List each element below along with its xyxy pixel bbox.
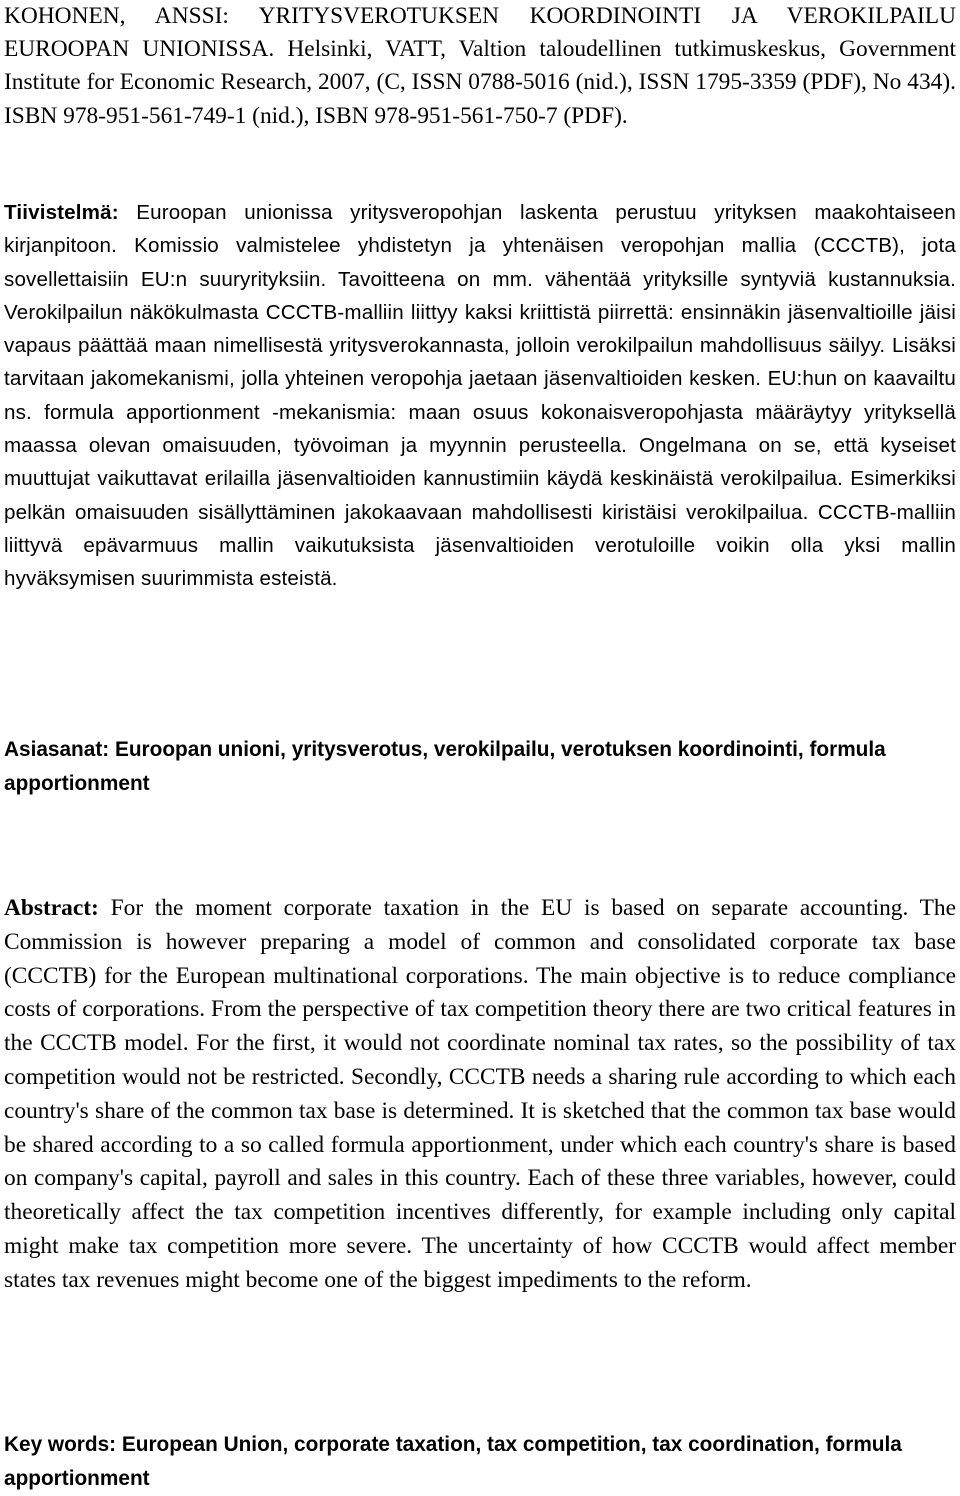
- finnish-abstract-label: Tiivistelmä:: [4, 201, 119, 224]
- english-abstract: [4, 892, 956, 1298]
- english-keywords: [4, 1428, 956, 1496]
- citation-text: KOHONEN, ANSSI: YRITYSVEROTUKSEN KOORDINOINTI JA VEROKILPAILU EUROOPAN UNIONISSA. Helsinki, VATT, Valtion taloudellinen tutkimuskeskus, Government Institute for Economic Research, 2007, (C, ISSN 0788-5016 (nid.), ISSN 1795-3359 (PDF), No 434). ISBN 978-951-561-749-1 (nid.), ISBN 978-951-561-750-7 (PDF).: [4, 3, 956, 129]
- english-keywords-text: European Union, corporate taxation, tax competition, tax coordination, formula apportionment: [4, 1433, 902, 1490]
- english-abstract-text: For the moment corporate taxation in the EU is based on separate accounting. The Commission is however preparing a model of common and consolidated corporate tax base (CCCTB) for the European multinational corporations. The main objective is to reduce compliance costs of corporations. From the perspective of tax competition theory there are two critical features in the CCCTB model. For the first, it would not coordinate nominal tax rates, so the possibility of tax competition would not be restricted. Secondly, CCCTB needs a sharing rule according to which each country's share of the common tax base is determined. It is sketched that the common tax base would be shared according to a so called formula apportionment, under which each country's share is based on company's capital, payroll and sales in this country. Each of these three variables, however, could theoretically affect the tax competition incentives differently, for example including only capital might make tax competition more severe. The uncertainty of how CCCTB would affect member states tax revenues might become one of the biggest impediments to the reform.: [4, 895, 957, 1293]
- finnish-abstract-text: Euroopan unionissa yritysveropohjan laskenta perustuu yrityksen maakohtaiseen kirjanpitoon. Komissio valmistelee yhdistetyn ja yhtenäisen veropohjan mallia (CCCTB), jota sovellettaisiin EU:n suuryrityksiin. Tavoitteena on mm. vähentää yrityksille syntyviä kustannuksia. Verokilpailun näkökulmasta CCCTB-malliin liittyy kaksi kriittistä piirrettä: ensinnäkin jäsenvaltioille jäisi vapaus päättää maan nimellisestä yritysverokannasta, jolloin verokilpailun mahdollisuus säilyy. Lisäksi tarvitaan jakomekanismi, jolla yhteinen veropohja jaetaan jäsenvaltioiden kesken. EU:hun on kaavailtu ns. formula apportionment -mekanismia: maan osuus kokonaisveropohjasta määräytyy yrityksellä maassa olevan omaisuuden, työvoiman ja myynnin perusteella. Ongelmana on se, että kyseiset muuttujat vaikuttavat erilailla jäsenvaltioiden kannustimiin käydä keskinäistä verokilpailua. Esimerkiksi pelkän omaisuuden sisällyttäminen jakokaavaan mahdollisesti kiristäisi verokilpailua. CCCTB-malliin liittyvä epävarmuus mallin vaikutuksista jäsenvaltioiden verotuloille voikin olla yksi mallin hyväksymisen suurimmista esteistä.: [4, 201, 956, 591]
- finnish-keywords-label: Asiasanat:: [4, 738, 110, 761]
- english-keywords-label: Key words:: [4, 1433, 117, 1456]
- bibliographic-citation: [4, 0, 956, 133]
- english-abstract-label: Abstract:: [4, 895, 99, 921]
- finnish-keywords-text: Euroopan unioni, yritysverotus, verokilpailu, verotuksen koordinointi, formula apportionment: [4, 738, 886, 795]
- finnish-keywords: [4, 733, 956, 801]
- finnish-abstract: [4, 196, 956, 596]
